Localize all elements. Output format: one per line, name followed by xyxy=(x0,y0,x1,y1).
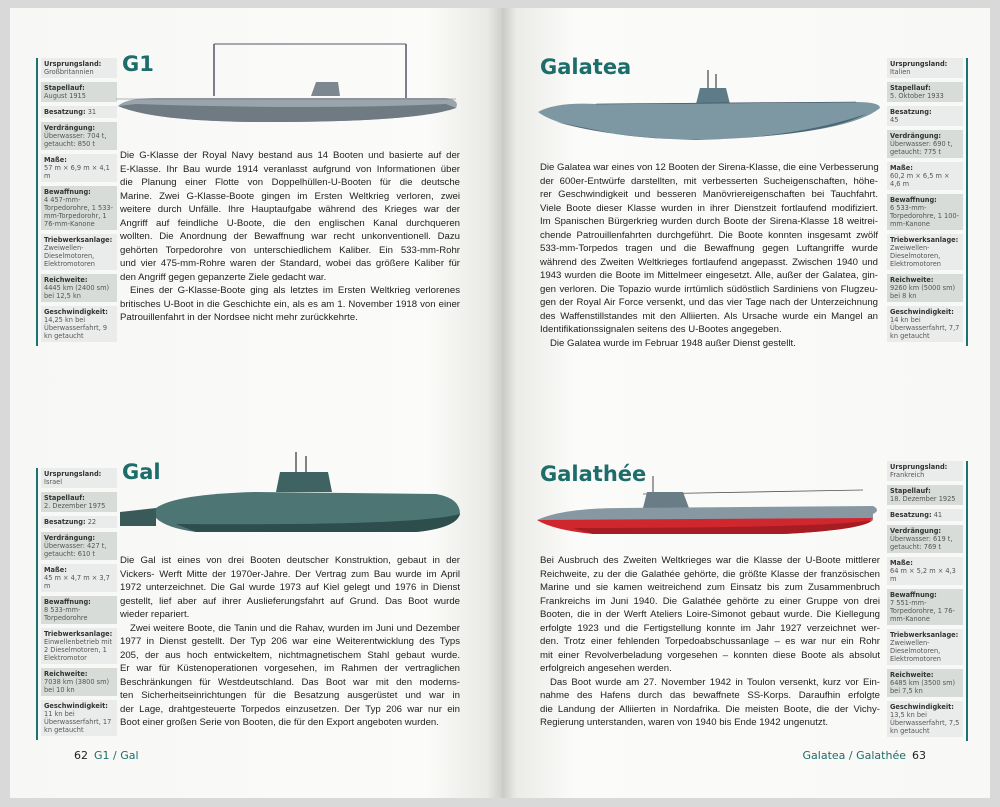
fact-value: 2. Dezember 1975 xyxy=(44,502,106,510)
fact-label: Geschwindigkeit: xyxy=(44,702,108,710)
fact-label: Bewaffnung: xyxy=(44,188,91,196)
gal-title: Gal xyxy=(122,460,161,484)
fact-value: 4 457-mm-Torpedorohre, 1 533-mm-Torpedorohr, 1 76-mm-Kanone xyxy=(44,196,113,228)
fact-label: Triebwerksanlage: xyxy=(44,630,113,638)
fact-label: Triebwerksanlage: xyxy=(890,236,959,244)
fact-value: 7038 km (3800 sm) bei 10 kn xyxy=(44,678,110,694)
fact-value: 60,2 m × 6,5 m × 4,6 m xyxy=(890,172,950,188)
left-section-name: G1 / Gal xyxy=(94,749,139,762)
text-line: gestellt, lief aber auf ihrer Auslieferungsfahrt auf Grund. Das Boot wurde xyxy=(120,595,460,607)
text-line: 1972 unterzeichnet. Die Gal wurde 1973 auf Kiel gelegt und 1976 in Dienst xyxy=(120,582,460,593)
text-line: chende Patrouillenfahrten durchgeführt. Die Boote konnten insgesamt zwölf xyxy=(540,229,878,241)
text-line: gen der Royal Air Force versenkt, und das vier Tage nach der Unterzeichnung xyxy=(540,297,878,308)
text-line: 1977 in Dienst gestellt. Der Typ 206 war eine Weiterentwicklung des Typs xyxy=(120,636,460,647)
left-footer xyxy=(74,749,145,762)
text-line: Viele Boote dieser Klasse wurden in ihrer Dienstzeit fortlaufend modifiziert. xyxy=(540,202,878,214)
fact-value: Großbritannien xyxy=(44,68,94,76)
text-line: 1943 wurden die Boote im Mittelmeer eingesetzt. Alle, außer der Galatea, gin- xyxy=(540,270,878,281)
fact-label: Bewaffnung: xyxy=(890,591,937,599)
text-line: Die Galatea war eines von 12 Booten der Sirena-Klasse, die eine Verbesserung xyxy=(540,162,879,173)
fact-label: Geschwindigkeit: xyxy=(44,308,108,316)
fact-box xyxy=(41,274,117,302)
text-line: Boot einer großen Serie von Booten, die für den Export angeboten wurden. xyxy=(120,717,439,728)
text-line: der Lage, drahtgesteuerte Torpedos einzusetzen. Der Typ 206 war nur ein xyxy=(120,703,460,715)
fact-value: Überwasser: 690 t, getaucht: 775 t xyxy=(890,140,953,156)
fact-box xyxy=(41,186,117,230)
fact-value: Zweiwellen-Dieselmotoren, Elektromotoren xyxy=(44,244,95,268)
galathee-body-text xyxy=(540,554,880,730)
galathee-submarine-illustration xyxy=(533,474,883,540)
fact-label: Stapellauf: xyxy=(44,84,85,92)
fact-value: Israel xyxy=(44,478,63,486)
fact-value: 9260 km (5000 sm) bei 8 kn xyxy=(890,284,956,300)
fact-box xyxy=(887,509,963,521)
fact-value: 45 xyxy=(890,116,899,124)
g1-submarine-illustration xyxy=(116,38,462,128)
text-line: Vickers- Werft Mitte der 1970er-Jahre. Der Vertrag zum Bau wurde im April xyxy=(120,568,460,580)
text-line: Regierung unterstanden, waren von 1940 bis Ende 1942 ungenutzt. xyxy=(540,717,829,728)
fact-value: 6 533-mm-Torpedorohre, 1 100-mm-Kanone xyxy=(890,204,959,228)
fact-label: Ursprungsland: xyxy=(44,470,102,478)
galatea-facts-sidebar xyxy=(887,58,968,346)
fact-box xyxy=(41,154,117,182)
gal-body-text xyxy=(120,554,460,730)
right-footer xyxy=(797,749,926,762)
text-line: Eines der G-Klasse-Boote ging als letztes im Ersten Weltkrieg verlorenes xyxy=(130,285,460,296)
text-line: E-Klasse. Ihr Bau wurde 1914 veranlasst aufgrund von Informationen über xyxy=(120,163,460,175)
fact-label: Maße: xyxy=(44,566,67,574)
fact-box xyxy=(887,461,963,481)
text-line: der 600er-Entwürfe darstellten, mit verbesserten Sucheigenschaften, höhe- xyxy=(540,175,878,187)
text-line: nahme des Hafens durch das bewaffnete SS-Korps. Daraufhin erfolgte xyxy=(540,690,880,701)
fact-box xyxy=(887,82,963,102)
fact-value: Überwasser: 427 t, getaucht: 610 t xyxy=(44,542,107,558)
text-line: während des Zweiten Weltkrieges fortlaufend angepasst. Zwischen 1940 und xyxy=(540,256,878,268)
fact-box xyxy=(41,516,117,528)
fact-value: 57 m × 6,9 m × 4,1 m xyxy=(44,164,110,180)
text-line: des Waffenstillstandes mit den Alliierten. Als Ursache wurde ein Mangel an xyxy=(540,310,878,322)
fact-box xyxy=(41,468,117,488)
text-line: den Angriff gegen gepanzerte Ziele gedacht war. xyxy=(120,271,327,283)
fact-value: Zweiwellen-Dieselmotoren, Elektromotoren xyxy=(890,639,941,663)
fact-box xyxy=(41,668,117,696)
text-line: Frankreichs im Juni 1940. Die Galathée gehörte zu einer Gruppe von drei xyxy=(540,595,880,607)
fact-box xyxy=(887,589,963,625)
text-line: Die Galatea wurde im Februar 1948 außer Dienst gestellt. xyxy=(550,337,796,349)
fact-value: 11 kn bei Überwasserfahrt, 17 kn getaucht xyxy=(44,710,112,734)
text-line: erfolgreich angesehen werden. xyxy=(540,663,672,674)
text-line: gen verloren. Die Topazio wurde irrtümlich südöstlich Sardiniens von Flugzeu- xyxy=(540,283,878,295)
fact-value: 5. Oktober 1933 xyxy=(890,92,944,100)
fact-box xyxy=(887,194,963,230)
fact-label: Stapellauf: xyxy=(44,494,85,502)
fact-box xyxy=(887,306,963,342)
text-line: Identifikationssignalen seitens des U-Bootes angegeben. xyxy=(540,324,782,335)
fact-box xyxy=(41,234,117,270)
text-line: die Landung der Alliierten in Nordafrika. Die meisten Boote, die der Vichy- xyxy=(540,703,880,715)
fact-value: 13,5 kn bei Überwasserfahrt, 7,5 kn getaucht xyxy=(890,711,960,735)
fact-box xyxy=(887,106,963,126)
text-line: Reichweite, zu der die Galathée gehörte, die größte Klasse der französischen xyxy=(540,568,880,580)
fact-value: 7 551-mm-Torpedorohre, 1 76-mm-Kanone xyxy=(890,599,955,623)
text-line: die Planung einer Flotte von Doppelhüllen-U-Booten für die deutsche xyxy=(120,177,460,188)
fact-label: Besatzung: xyxy=(890,511,932,519)
text-line: rer Geschwindigkeit und besseren Manövriereigenschaften bei Tauchfahrt. xyxy=(540,189,878,200)
fact-value: 8 533-mm-Torpedorohre xyxy=(44,606,88,622)
text-line: Marine. Zwei G-Klasse-Boote gingen im Ersten Weltkrieg verloren, zwei xyxy=(120,190,460,202)
fact-label: Geschwindigkeit: xyxy=(890,308,954,316)
fact-label: Ursprungsland: xyxy=(44,60,102,68)
text-line: Booten, die in der Werft Ateliers Loire-Simonot gebaut wurde. Die Kiellegung xyxy=(540,609,880,620)
fact-value: 18. Dezember 1925 xyxy=(890,495,956,503)
text-line: erfolgte 1923 und die Fertigstellung konnte im Jahr 1927 verzeichnet wer- xyxy=(540,622,880,634)
text-line: und vier 475-mm-Rohre waren der Standard, wobei das größere Kaliber für xyxy=(120,258,460,269)
fact-label: Ursprungsland: xyxy=(890,463,948,471)
g1-title: G1 xyxy=(122,52,154,76)
fact-label: Triebwerksanlage: xyxy=(44,236,113,244)
fact-label: Verdrängung: xyxy=(44,124,96,132)
fact-label: Verdrängung: xyxy=(890,132,942,140)
fact-value: 22 xyxy=(87,518,97,526)
fact-box xyxy=(41,596,117,624)
text-line: Patrouillenfahrt in der Nordsee nicht mehr zurückkehrte. xyxy=(120,312,358,323)
fact-box xyxy=(41,700,117,736)
left-page-number: 62 xyxy=(74,749,88,762)
galatea-body-text xyxy=(540,161,878,350)
g1-body-text xyxy=(120,149,460,325)
gal-facts-sidebar xyxy=(36,468,117,740)
text-line: Die Gal ist eines von drei Booten deutscher Konstruktion, gebaut in der xyxy=(120,555,460,566)
fact-box xyxy=(887,701,963,737)
fact-box xyxy=(41,122,117,150)
fact-label: Bewaffnung: xyxy=(44,598,91,606)
text-line: mit einer Revolverbeladung vorgesehen – konnten diese Boote als absolut xyxy=(540,649,880,661)
fact-label: Triebwerksanlage: xyxy=(890,631,959,639)
fact-value: August 1915 xyxy=(44,92,86,100)
fact-box xyxy=(887,162,963,190)
fact-value: 64 m × 5,2 m × 4,3 m xyxy=(890,567,956,583)
fact-value: 4445 km (2400 sm) bei 12,5 kn xyxy=(44,284,110,300)
galatea-title: Galatea xyxy=(540,55,632,79)
fact-value: Einwellenbetrieb mit 2 Dieselmotoren, 1 Elektromotor xyxy=(44,638,113,662)
fact-label: Stapellauf: xyxy=(890,84,931,92)
fact-label: Reichweite: xyxy=(890,276,934,284)
galathee-facts-sidebar xyxy=(887,461,968,741)
text-line: Die G-Klasse der Royal Navy bestand aus 14 Booten und basierte auf der xyxy=(120,150,460,161)
fact-box xyxy=(887,669,963,697)
fact-value: 41 xyxy=(933,511,943,519)
g1-facts-sidebar xyxy=(36,58,117,346)
text-line: weitere durch Unfälle. Ihre Hauptaufgabe während des Krieges war der xyxy=(120,204,460,215)
fact-label: Geschwindigkeit: xyxy=(890,703,954,711)
fact-box xyxy=(41,58,117,78)
galathee-title: Galathée xyxy=(540,462,647,486)
fact-label: Bewaffnung: xyxy=(890,196,937,204)
fact-label: Besatzung: xyxy=(44,518,86,526)
galatea-submarine-illustration xyxy=(536,68,882,148)
right-page-number: 63 xyxy=(912,749,926,762)
text-line: Das Boot wurde am 27. November 1942 in Toulon versenkt, kurz vor Ein- xyxy=(550,676,880,688)
gal-submarine-illustration xyxy=(116,448,462,544)
fact-value: 14,25 kn bei Überwasserfahrt, 9 kn getaucht xyxy=(44,316,108,340)
fact-box xyxy=(887,274,963,302)
fact-label: Stapellauf: xyxy=(890,487,931,495)
fact-value: Zweiwellen-Dieselmotoren, Elektromotoren xyxy=(890,244,941,268)
fact-value: Überwasser: 704 t, getaucht: 850 t xyxy=(44,132,107,148)
fact-label: Reichweite: xyxy=(44,670,88,678)
text-line: den. Trotz einer fehlenden Torpedoabschussanlage – es war nur ein Rohr xyxy=(540,636,880,647)
fact-label: Reichweite: xyxy=(890,671,934,679)
fact-box xyxy=(41,106,117,118)
fact-label: Maße: xyxy=(890,559,913,567)
fact-value: 45 m × 4,7 m × 3,7 m xyxy=(44,574,110,590)
text-line: ten Sicherheitseinrichtungen für die Besatzung ausgerüstet und war in xyxy=(120,690,460,701)
fact-box xyxy=(887,629,963,665)
text-line: Marine und sie kamen weitreichend zum Einsatz bis zum Zusammenbruch xyxy=(540,582,880,593)
fact-value: 31 xyxy=(87,108,97,116)
fact-box xyxy=(41,564,117,592)
text-line: gehörten Torpedorohre von unterschiedlichem Kaliber. Ein 533-mm-Rohr xyxy=(120,244,460,256)
fact-value: 14 kn bei Überwasserfahrt, 7,7 kn getaucht xyxy=(890,316,960,340)
text-line: wollten. Die Anordnung der Bewaffnung war recht unkonventionell. Dazu xyxy=(120,231,460,242)
text-line: Beschränkungen für Westdeutschland. Das Boot war mit den moderns- xyxy=(120,676,460,688)
text-line: 533-mm-Torpedos tragen und die Bewaffnung gegen Luftangriffe wurde xyxy=(540,243,878,254)
text-line: wieder repariert. xyxy=(120,609,190,620)
fact-box xyxy=(887,58,963,78)
text-line: Zwei weitere Boote, die Tanin und die Rahav, wurden im Juni und Dezember xyxy=(130,622,460,634)
fact-label: Maße: xyxy=(890,164,913,172)
text-line: 205, der aus hoch entwickeltem, nichtmagnetischem Stahl gebaut wurde. xyxy=(120,649,460,661)
fact-box xyxy=(887,485,963,505)
fact-value: Überwasser: 619 t, getaucht: 769 t xyxy=(890,535,953,551)
fact-label: Verdrängung: xyxy=(890,527,942,535)
fact-label: Besatzung: xyxy=(890,108,932,116)
fact-label: Ursprungsland: xyxy=(890,60,948,68)
text-line: Bei Ausbruch des Zweiten Weltkrieges war die Klasse der U-Boote mittlerer xyxy=(540,555,880,566)
fact-label: Maße: xyxy=(44,156,67,164)
fact-box xyxy=(41,628,117,664)
fact-value: Italien xyxy=(890,68,911,76)
fact-value: Frankreich xyxy=(890,471,925,479)
fact-label: Besatzung: xyxy=(44,108,86,116)
fact-label: Verdrängung: xyxy=(44,534,96,542)
fact-label: Reichweite: xyxy=(44,276,88,284)
right-section-name: Galatea / Galathée xyxy=(802,749,906,762)
text-line: britisches U-Boot in die Geschichte ein, als es am 1. November 1918 von einer xyxy=(120,298,460,310)
fact-box xyxy=(887,130,963,158)
fact-box xyxy=(887,557,963,585)
text-line: Angriff auf feindliche U-Boote, die den englischen Kanal durchqueren xyxy=(120,217,460,229)
fact-value: 6485 km (3500 sm) bei 7,5 kn xyxy=(890,679,956,695)
text-line: Im Spanischen Bürgerkrieg wurden durch Boote der Sirena-Klasse 18 weitrei- xyxy=(540,216,878,227)
fact-box xyxy=(41,492,117,512)
fact-box xyxy=(887,234,963,270)
text-line: Er war für Küstenoperationen vorgesehen, im Rahmen der vertraglichen xyxy=(120,663,460,674)
fact-box xyxy=(41,306,117,342)
fact-box xyxy=(41,532,117,560)
fact-box xyxy=(887,525,963,553)
fact-box xyxy=(41,82,117,102)
